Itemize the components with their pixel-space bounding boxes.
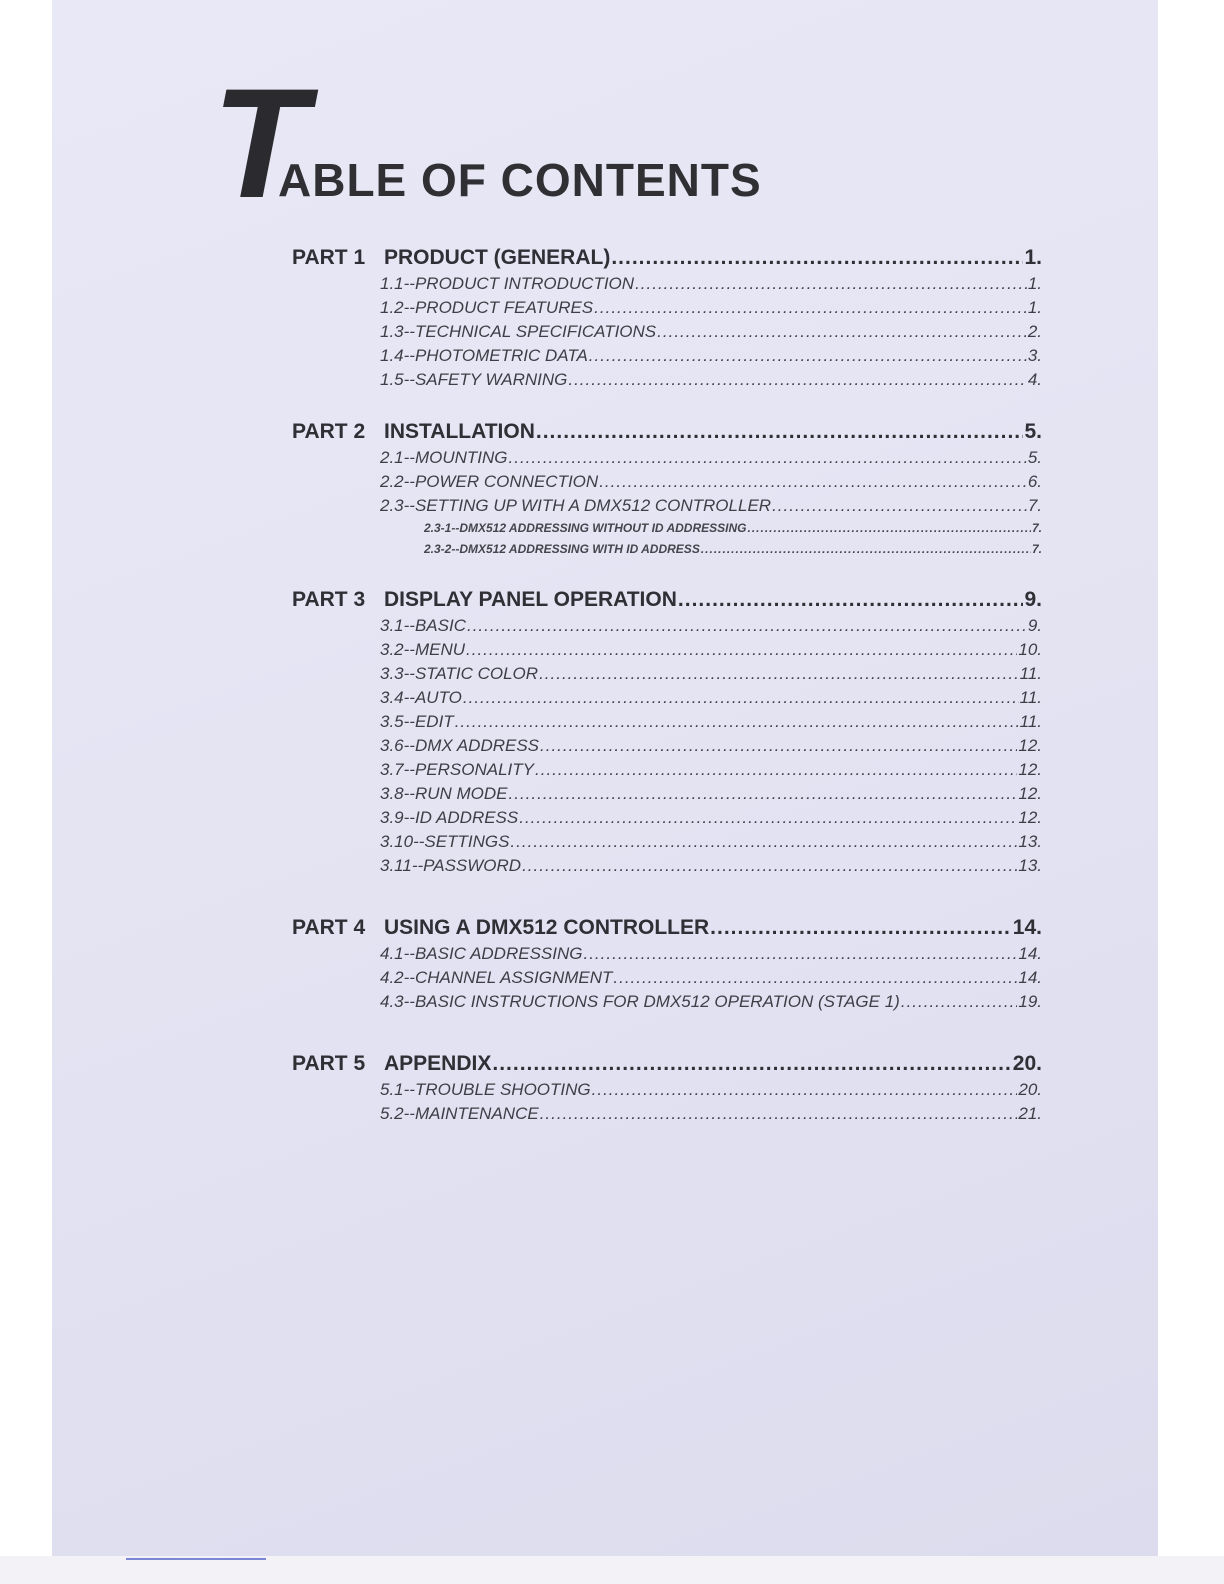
page-number: 6. bbox=[1027, 472, 1042, 491]
dot-leader bbox=[535, 758, 1017, 782]
toc-entry[interactable] bbox=[380, 662, 1042, 686]
toc-entry[interactable] bbox=[380, 272, 1042, 296]
toc-entry[interactable] bbox=[380, 686, 1042, 710]
dot-leader bbox=[657, 320, 1027, 344]
entry-label: 3.6--DMX ADDRESS bbox=[380, 736, 540, 755]
part-title: USING A DMX512 CONTROLLER bbox=[384, 916, 710, 939]
table-of-contents bbox=[292, 244, 1042, 1126]
toc-entry[interactable] bbox=[380, 990, 1042, 1014]
page-number: 14. bbox=[1018, 968, 1042, 987]
dot-leader bbox=[589, 344, 1027, 368]
page-number: 20. bbox=[1012, 1052, 1042, 1075]
page-number: 20. bbox=[1018, 1080, 1042, 1099]
toc-part-4[interactable] bbox=[292, 914, 1042, 942]
entry-label: 2.1--MOUNTING bbox=[380, 448, 508, 467]
page-number: 21. bbox=[1018, 1104, 1042, 1123]
entry-label: 3.5--EDIT bbox=[380, 712, 454, 731]
toc-entry[interactable] bbox=[380, 942, 1042, 966]
page-number: 3. bbox=[1027, 346, 1042, 365]
entry-label: 3.10--SETTINGS bbox=[380, 832, 510, 851]
page-number: 7. bbox=[1027, 496, 1042, 515]
toc-entry[interactable] bbox=[380, 710, 1042, 734]
page-number: 12. bbox=[1018, 784, 1042, 803]
title-initial: T bbox=[212, 57, 308, 231]
dot-leader bbox=[568, 368, 1026, 392]
toc-part-1[interactable] bbox=[292, 244, 1042, 272]
page-number: 1. bbox=[1024, 246, 1042, 269]
dot-leader bbox=[539, 662, 1019, 686]
toc-entry[interactable] bbox=[380, 1102, 1042, 1126]
dot-leader bbox=[463, 686, 1019, 710]
dot-leader bbox=[613, 966, 1017, 990]
dot-leader bbox=[510, 830, 1017, 854]
dot-leader bbox=[594, 296, 1027, 320]
entry-label: 3.4--AUTO bbox=[380, 688, 462, 707]
document-page bbox=[52, 0, 1158, 1556]
page-number: 13. bbox=[1018, 832, 1042, 851]
entry-label: 1.4--PHOTOMETRIC DATA bbox=[380, 346, 588, 365]
toc-entry[interactable] bbox=[380, 344, 1042, 368]
entry-label: 2.2--POWER CONNECTION bbox=[380, 472, 599, 491]
dot-leader bbox=[455, 710, 1019, 734]
part-number: PART 2 bbox=[292, 420, 366, 443]
page-title bbox=[212, 57, 852, 231]
toc-entry[interactable] bbox=[380, 638, 1042, 662]
entry-label: 4.2--CHANNEL ASSIGNMENT bbox=[380, 968, 613, 987]
dot-leader bbox=[536, 418, 1024, 446]
entry-label: 4.1--BASIC ADDRESSING bbox=[380, 944, 583, 963]
entry-label: 5.1--TROUBLE SHOOTING bbox=[380, 1080, 591, 1099]
toc-part-2[interactable] bbox=[292, 418, 1042, 446]
toc-entry[interactable] bbox=[380, 614, 1042, 638]
page-number: 12. bbox=[1018, 736, 1042, 755]
dot-leader bbox=[492, 1050, 1011, 1078]
dot-leader bbox=[583, 942, 1017, 966]
toc-entry[interactable] bbox=[380, 368, 1042, 392]
toc-entry[interactable] bbox=[380, 966, 1042, 990]
part-number: PART 5 bbox=[292, 1052, 366, 1075]
dot-leader bbox=[466, 638, 1017, 662]
part-number: PART 4 bbox=[292, 916, 366, 939]
entry-label: 2.3-1--DMX512 ADDRESSING WITHOUT ID ADDRESSING bbox=[424, 521, 747, 535]
toc-entry[interactable] bbox=[380, 470, 1042, 494]
dot-leader bbox=[509, 446, 1027, 470]
entry-label: 1.5--SAFETY WARNING bbox=[380, 370, 568, 389]
toc-entry[interactable] bbox=[380, 320, 1042, 344]
page-number: 5. bbox=[1024, 420, 1042, 443]
page-number: 11. bbox=[1019, 712, 1042, 731]
dot-leader bbox=[747, 518, 1031, 539]
entry-label: 3.3--STATIC COLOR bbox=[380, 664, 539, 683]
toc-entry[interactable] bbox=[380, 1078, 1042, 1102]
page-number: 11. bbox=[1019, 688, 1042, 707]
entry-label: 5.2--MAINTENANCE bbox=[380, 1104, 539, 1123]
toc-entry[interactable] bbox=[380, 446, 1042, 470]
part-title: PRODUCT (GENERAL) bbox=[384, 246, 611, 269]
toc-subentry[interactable] bbox=[424, 539, 1042, 560]
page-number: 12. bbox=[1018, 808, 1042, 827]
toc-entry[interactable] bbox=[380, 806, 1042, 830]
toc-entry[interactable] bbox=[380, 830, 1042, 854]
dot-leader bbox=[522, 854, 1017, 878]
dot-leader bbox=[467, 614, 1027, 638]
toc-entry[interactable] bbox=[380, 494, 1042, 518]
page-number: 4. bbox=[1027, 370, 1042, 389]
part-title: INSTALLATION bbox=[384, 420, 535, 443]
dot-leader bbox=[599, 470, 1027, 494]
page-number: 7. bbox=[1031, 521, 1042, 535]
entry-label: 2.3--SETTING UP WITH A DMX512 CONTROLLER bbox=[380, 496, 772, 515]
dot-leader bbox=[678, 586, 1024, 614]
page-number: 14. bbox=[1012, 916, 1042, 939]
page-number: 14. bbox=[1018, 944, 1042, 963]
dot-leader bbox=[519, 806, 1017, 830]
toc-entry[interactable] bbox=[380, 734, 1042, 758]
toc-subentry[interactable] bbox=[424, 518, 1042, 539]
footer-rule bbox=[126, 1558, 266, 1560]
page-number: 5. bbox=[1027, 448, 1042, 467]
part-number: PART 1 bbox=[292, 246, 366, 269]
part-number: PART 3 bbox=[292, 588, 366, 611]
entry-label: 2.3-2--DMX512 ADDRESSING WITH ID ADDRESS bbox=[424, 542, 700, 556]
toc-part-5[interactable] bbox=[292, 1050, 1042, 1078]
dot-leader bbox=[540, 1102, 1018, 1126]
dot-leader bbox=[772, 494, 1027, 518]
page-number: 19. bbox=[1018, 992, 1042, 1011]
page-number: 11. bbox=[1019, 664, 1042, 683]
dot-leader bbox=[509, 782, 1018, 806]
dot-leader bbox=[611, 244, 1023, 272]
entry-label: 1.1--PRODUCT INTRODUCTION bbox=[380, 274, 635, 293]
toc-part-3[interactable] bbox=[292, 586, 1042, 614]
part-title: APPENDIX bbox=[384, 1052, 492, 1075]
toc-entry[interactable] bbox=[380, 782, 1042, 806]
dot-leader bbox=[901, 990, 1018, 1014]
part-title: DISPLAY PANEL OPERATION bbox=[384, 588, 677, 611]
dot-leader bbox=[540, 734, 1017, 758]
page-number: 10. bbox=[1018, 640, 1042, 659]
entry-label: 1.3--TECHNICAL SPECIFICATIONS bbox=[380, 322, 657, 341]
page-number: 1. bbox=[1027, 274, 1042, 293]
toc-entry[interactable] bbox=[380, 854, 1042, 878]
page-number: 2. bbox=[1027, 322, 1042, 341]
title-text: ABLE OF CONTENTS bbox=[278, 154, 762, 206]
page-number: 13. bbox=[1018, 856, 1042, 875]
entry-label: 3.2--MENU bbox=[380, 640, 466, 659]
entry-label: 4.3--BASIC INSTRUCTIONS FOR DMX512 OPERATION (STAGE 1) bbox=[380, 992, 900, 1011]
entry-label: 3.8--RUN MODE bbox=[380, 784, 508, 803]
dot-leader bbox=[635, 272, 1027, 296]
dot-leader bbox=[592, 1078, 1018, 1102]
dot-leader bbox=[701, 539, 1031, 560]
page-number: 12. bbox=[1018, 760, 1042, 779]
page-number: 7. bbox=[1031, 542, 1042, 556]
entry-label: 3.11--PASSWORD bbox=[380, 856, 522, 875]
entry-label: 3.9--ID ADDRESS bbox=[380, 808, 519, 827]
entry-label: 1.2--PRODUCT FEATURES bbox=[380, 298, 594, 317]
page-number: 9. bbox=[1024, 588, 1042, 611]
entry-label: 3.1--BASIC bbox=[380, 616, 466, 635]
entry-label: 3.7--PERSONALITY bbox=[380, 760, 534, 779]
toc-entry[interactable] bbox=[380, 296, 1042, 320]
dot-leader bbox=[710, 914, 1012, 942]
page-number: 9. bbox=[1027, 616, 1042, 635]
page-footer-band bbox=[0, 1556, 1224, 1584]
toc-entry[interactable] bbox=[380, 758, 1042, 782]
page-number: 1. bbox=[1027, 298, 1042, 317]
